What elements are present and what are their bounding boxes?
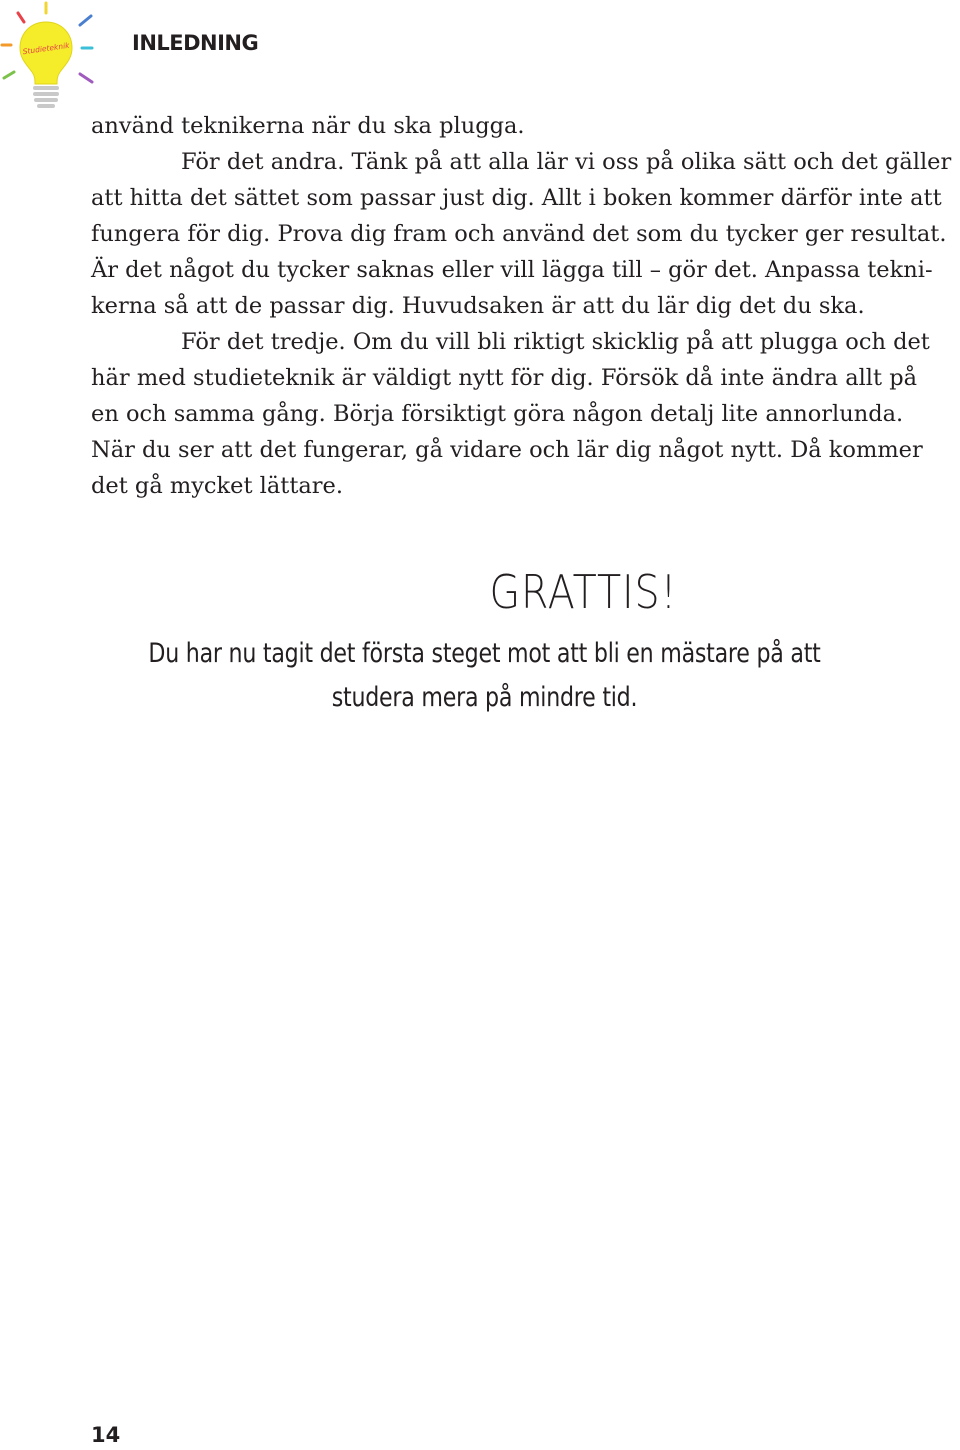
gratulation-headline: GRATTIS! [489,565,678,619]
body-line: Är det något du tycker saknas eller vill lägga till – gör det. Anpassa tekni- [91,257,933,283]
section-title: INLEDNING [132,31,259,55]
body-line: att hitta det sättet som passar just dig. Allt i boken kommer därför inte att [91,185,942,211]
body-line: en och samma gång. Börja försiktigt göra någon detalj lite annorlunda. [91,401,904,427]
body-line: fungera för dig. Prova dig fram och använd det som du tycker ger resultat. [91,221,947,247]
body-line: För det andra. Tänk på att alla lär vi oss på olika sätt och det gäller [181,149,952,175]
lightbulb-icon [0,0,100,115]
lightbulb-logo [0,0,100,115]
body-text [91,108,960,504]
page-number: 14 [91,1423,121,1447]
body-line: använd teknikerna när du ska plugga. [91,113,525,139]
gratulation-subline-line-1: Du har nu tagit det första steget mot att bli en mästare på att [148,638,821,669]
body-line: För det tredje. Om du vill bli riktigt skicklig på att plugga och det [181,329,930,355]
body-line: här med studieteknik är väldigt nytt för dig. Försök då inte ändra allt på [91,365,918,391]
gratulation-subline-line-2: studera mera på mindre tid. [331,682,638,713]
gratulation-subline [75,632,895,720]
svg-text:Studieteknik: Studieteknik [22,40,70,57]
body-line: När du ser att det fungerar, gå vidare och lär dig något nytt. Då kommer [91,437,923,463]
body-line: det gå mycket lättare. [91,473,344,499]
body-line: kerna så att de passar dig. Huvudsaken är att du lär dig det du ska. [91,293,865,319]
gratulation-block [0,560,960,720]
